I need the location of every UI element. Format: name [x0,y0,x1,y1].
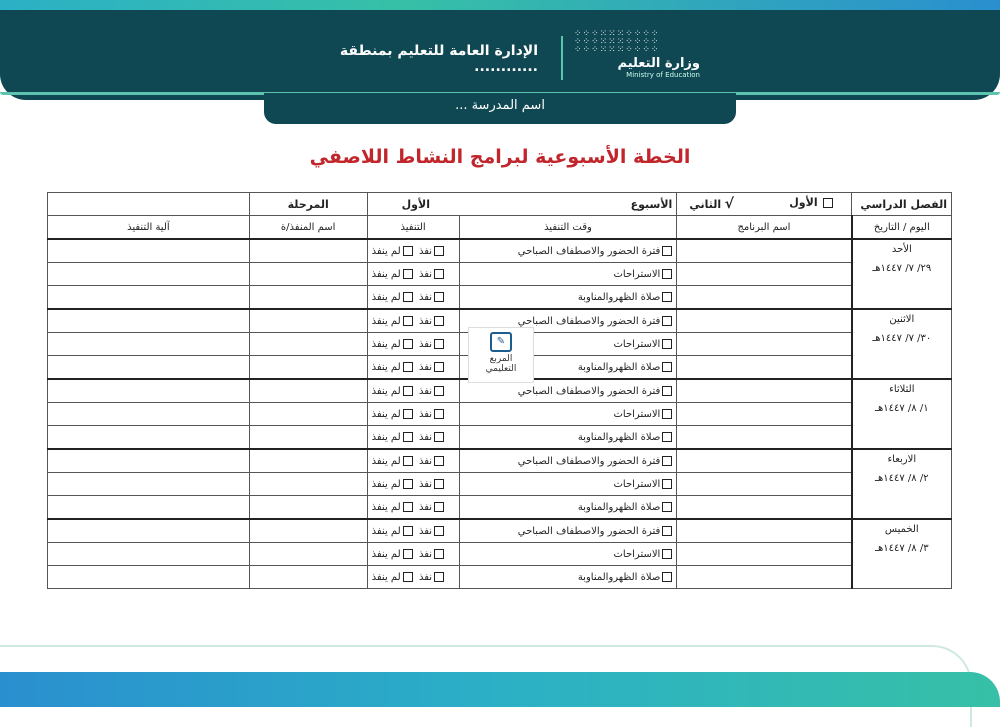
checkbox-icon[interactable] [434,432,444,442]
program-cell[interactable] [677,566,852,589]
checkbox-icon[interactable] [434,526,444,536]
executor-cell[interactable] [249,566,367,589]
day-name: الاربعاء [887,454,917,465]
table-row [48,449,952,473]
checkbox-icon[interactable] [434,409,444,419]
table-row [48,519,952,543]
logo-mark-icon: ⁘⁘⁘⁙⁙⁙⁘⁘⁘⁘ ⁘⁘⁘⁙⁙⁙⁘⁘⁘⁘ ⁘⁘⁘⁙⁙⁙⁘⁘⁘⁘ [574,29,660,55]
exec-not-done-option[interactable] [372,549,413,560]
day-cell [852,519,952,589]
exec-done-label: نفذ [418,455,433,467]
checkbox-icon[interactable] [403,526,413,536]
day-date: ١/ ٨/ ١٤٤٧هـ [875,403,929,414]
executor-cell[interactable] [249,239,367,263]
checkbox-icon[interactable] [403,316,413,326]
executor-cell[interactable] [249,426,367,450]
executor-cell[interactable] [249,496,367,520]
exec-done-label: نفذ [418,478,433,490]
executor-cell[interactable] [249,449,367,473]
day-name: الاثنين [889,314,915,325]
exec-cell [367,496,459,520]
exec-cell [367,519,459,543]
exec-not-done-label: لم ينفذ [371,571,401,583]
mechanism-cell[interactable] [48,379,250,403]
checkbox-icon[interactable] [434,362,444,372]
semester-first-option[interactable]: الأول [789,196,833,209]
executor-cell[interactable] [249,379,367,403]
checkbox-icon[interactable] [662,246,672,256]
exec-cell [367,403,459,426]
checkbox-icon[interactable] [662,502,672,512]
program-cell[interactable] [677,356,852,380]
exec-not-done-option[interactable] [372,502,413,513]
exec-not-done-label: لم ينفذ [371,431,401,443]
meta-row [48,193,952,216]
plan-body [48,239,952,589]
exec-cell [367,333,459,356]
header-banner [0,0,1000,113]
exec-done-option[interactable] [419,362,444,373]
edit-square-icon: ✎ [490,332,512,352]
program-cell[interactable] [677,263,852,286]
exec-cell [367,263,459,286]
checkbox-icon[interactable] [662,456,672,466]
exec-not-done-label: لم ينفذ [371,291,401,303]
period-cell [459,543,677,566]
mechanism-cell[interactable] [48,356,250,380]
exec-done-label: نفذ [418,291,433,303]
period-label: فترة الحضور والاصطفاف الصباحي [517,525,661,537]
period-label: فترة الحضور والاصطفاف الصباحي [517,385,661,397]
day-name: الخميس [884,524,919,535]
col-program: اسم البرنامج [677,216,852,240]
checkbox-icon[interactable] [434,502,444,512]
exec-not-done-label: لم ينفذ [371,525,401,537]
checkbox-icon[interactable] [662,386,672,396]
table-row [48,403,952,426]
table-row [48,566,952,589]
mechanism-cell[interactable] [48,263,250,286]
executor-cell[interactable] [249,309,367,333]
checkbox-icon[interactable] [403,292,413,302]
day-cell [852,309,952,379]
exec-not-done-option[interactable] [372,456,413,467]
semester-options [677,193,852,216]
program-cell[interactable] [677,519,852,543]
exec-not-done-label: لم ينفذ [371,315,401,327]
exec-not-done-option[interactable] [372,362,413,373]
checkbox-icon[interactable] [662,479,672,489]
exec-not-done-option[interactable] [372,339,413,350]
exec-not-done-option[interactable] [372,409,413,420]
semester-second-option[interactable]: √ الثاني [689,196,734,212]
stage-value[interactable] [48,193,250,216]
period-label: الاستراحات [613,478,661,490]
exec-cell [367,566,459,589]
checkbox-icon[interactable] [662,339,672,349]
exec-done-option[interactable] [419,502,444,513]
col-time: وقت التنفيذ [459,216,677,240]
exec-done-option[interactable] [419,386,444,397]
semester-label: الفصل الدراسي [852,193,952,216]
checkbox-icon[interactable] [403,456,413,466]
program-cell[interactable] [677,286,852,310]
period-label: صلاة الظهروالمناوبة [577,571,661,583]
day-date: ٣٠/ ٧/ ١٤٤٧هـ [872,333,932,344]
exec-done-label: نفذ [418,501,433,513]
period-label: صلاة الظهروالمناوبة [577,431,661,443]
exec-cell [367,286,459,310]
mechanism-cell[interactable] [48,449,250,473]
col-executor: اسم المنفذ/ة [249,216,367,240]
exec-cell [367,543,459,566]
exec-not-done-label: لم ينفذ [371,548,401,560]
exec-done-option[interactable] [419,292,444,303]
checkbox-icon[interactable] [403,339,413,349]
exec-not-done-option[interactable] [372,479,413,490]
checkbox-icon[interactable] [434,269,444,279]
col-exec: التنفيذ [367,216,459,240]
period-cell [459,426,677,450]
exec-not-done-option[interactable] [372,316,413,327]
checkbox-icon[interactable] [662,362,672,372]
table-row [48,239,952,263]
exec-not-done-option[interactable] [372,526,413,537]
exec-done-label: نفذ [418,525,433,537]
program-cell[interactable] [677,403,852,426]
exec-done-option[interactable] [419,246,444,257]
program-cell[interactable] [677,239,852,263]
table-row [48,543,952,566]
checkbox-icon[interactable] [434,549,444,559]
exec-not-done-label: لم ينفذ [371,245,401,257]
exec-cell [367,449,459,473]
period-cell [459,403,677,426]
checkbox-icon[interactable] [403,386,413,396]
exec-not-done-label: لم ينفذ [371,455,401,467]
col-day-date: اليوم / التاريخ [852,216,952,240]
col-mechanism: آلية التنفيذ [48,216,250,240]
exec-done-label: نفذ [418,408,433,420]
mechanism-cell[interactable] [48,333,250,356]
period-label: فترة الحضور والاصطفاف الصباحي [517,315,661,327]
exec-done-label: نفذ [418,571,433,583]
checkbox-icon[interactable] [403,362,413,372]
exec-not-done-label: لم ينفذ [371,361,401,373]
checkbox-icon[interactable] [403,479,413,489]
exec-cell [367,379,459,403]
exec-not-done-option[interactable] [372,246,413,257]
period-cell [459,449,677,473]
mechanism-cell[interactable] [48,286,250,310]
exec-not-done-option[interactable] [372,432,413,443]
checkbox-icon[interactable] [403,432,413,442]
day-cell [852,449,952,519]
checkbox-icon[interactable] [403,549,413,559]
checkbox-icon[interactable] [434,456,444,466]
period-cell [459,239,677,263]
page-title: الخطة الأسبوعية لبرامج النشاط اللاصفي [309,146,691,168]
program-cell[interactable] [677,543,852,566]
table-row [48,263,952,286]
table-row [48,473,952,496]
day-cell [852,379,952,449]
mechanism-cell[interactable] [48,519,250,543]
exec-not-done-option[interactable] [372,269,413,280]
mechanism-cell[interactable] [48,543,250,566]
watermark-line2: التعليمي [485,364,517,374]
exec-done-label: نفذ [418,431,433,443]
mechanism-cell[interactable] [48,566,250,589]
executor-cell[interactable] [249,263,367,286]
executor-cell[interactable] [249,286,367,310]
exec-done-option[interactable] [419,432,444,443]
watermark-logo [468,327,534,383]
period-cell [459,286,677,310]
week-cell: الأسبوع الأول [367,193,677,216]
exec-done-option[interactable] [419,479,444,490]
exec-done-option[interactable] [419,549,444,560]
exec-not-done-option[interactable] [372,292,413,303]
day-date: ٢/ ٨/ ١٤٤٧هـ [875,473,929,484]
exec-done-label: نفذ [418,338,433,350]
exec-not-done-option[interactable] [372,572,413,583]
logo-separator [561,36,563,80]
exec-cell [367,473,459,496]
mechanism-cell[interactable] [48,496,250,520]
checkbox-icon[interactable] [434,479,444,489]
period-label: الاستراحات [613,338,661,350]
exec-done-label: نفذ [418,361,433,373]
period-cell [459,519,677,543]
executor-cell[interactable] [249,333,367,356]
period-label: فترة الحضور والاصطفاف الصباحي [517,455,661,467]
checkbox-icon[interactable] [823,198,833,208]
mechanism-cell[interactable] [48,426,250,450]
checkbox-icon[interactable] [434,386,444,396]
logo-arabic-text: وزارة التعليم [617,56,700,71]
exec-done-label: نفذ [418,268,433,280]
checkbox-icon[interactable] [662,549,672,559]
stage-label: المرحلة [249,193,367,216]
program-cell[interactable] [677,426,852,450]
exec-done-option[interactable] [419,316,444,327]
period-cell [459,566,677,589]
ministry-logo [574,30,704,84]
checkbox-icon[interactable] [662,269,672,279]
check-mark-icon: √ [724,196,734,212]
program-cell[interactable] [677,473,852,496]
table-row [48,286,952,310]
exec-done-option[interactable] [419,269,444,280]
exec-not-done-option[interactable] [372,386,413,397]
executor-cell[interactable] [249,403,367,426]
checkbox-icon[interactable] [403,246,413,256]
checkbox-icon[interactable] [662,526,672,536]
mechanism-cell[interactable] [48,309,250,333]
checkbox-icon[interactable] [434,316,444,326]
header-top-stripe [0,0,1000,10]
checkbox-icon[interactable] [662,572,672,582]
mechanism-cell[interactable] [48,239,250,263]
program-cell[interactable] [677,379,852,403]
exec-cell [367,309,459,333]
exec-not-done-label: لم ينفذ [371,478,401,490]
exec-done-option[interactable] [419,526,444,537]
checkbox-icon[interactable] [662,292,672,302]
mechanism-cell[interactable] [48,403,250,426]
day-date: ٣/ ٨/ ١٤٤٧هـ [875,543,929,554]
checkbox-icon[interactable] [403,409,413,419]
exec-done-label: نفذ [418,245,433,257]
logo-english-text: Ministry of Education [626,71,700,79]
day-name: الأحد [891,244,912,255]
checkbox-icon[interactable] [434,292,444,302]
checkbox-icon[interactable] [403,269,413,279]
executor-cell[interactable] [249,473,367,496]
checkbox-icon[interactable] [662,316,672,326]
exec-not-done-label: لم ينفذ [371,501,401,513]
table-row [48,496,952,520]
exec-cell [367,426,459,450]
program-cell[interactable] [677,309,852,333]
executor-cell[interactable] [249,356,367,380]
table-row [48,426,952,450]
column-header-row [48,216,952,240]
exec-not-done-label: لم ينفذ [371,385,401,397]
exec-not-done-label: لم ينفذ [371,338,401,350]
exec-done-option[interactable] [419,572,444,583]
period-label: الاستراحات [613,408,661,420]
program-cell[interactable] [677,496,852,520]
exec-done-option[interactable] [419,339,444,350]
executor-cell[interactable] [249,519,367,543]
period-label: صلاة الظهروالمناوبة [577,501,661,513]
checkbox-icon[interactable] [662,432,672,442]
school-name-tab: اسم المدرسة ... [264,93,736,124]
watermark-line1: المربع [489,354,513,364]
exec-not-done-label: لم ينفذ [371,268,401,280]
exec-cell [367,239,459,263]
checkbox-icon[interactable] [434,246,444,256]
exec-cell [367,356,459,380]
mechanism-cell[interactable] [48,473,250,496]
period-label: صلاة الظهروالمناوبة [577,361,661,373]
exec-done-option[interactable] [419,409,444,420]
checkbox-icon[interactable] [662,409,672,419]
period-cell [459,473,677,496]
program-cell[interactable] [677,333,852,356]
program-cell[interactable] [677,449,852,473]
period-cell [459,496,677,520]
footer-bar [0,672,1000,707]
day-cell [852,239,952,309]
checkbox-icon[interactable] [403,572,413,582]
admin-text: الإدارة العامة للتعليم بمنطقة ............ [339,43,538,75]
exec-done-label: نفذ [418,315,433,327]
executor-cell[interactable] [249,543,367,566]
period-label: فترة الحضور والاصطفاف الصباحي [517,245,661,257]
period-label: الاستراحات [613,548,661,560]
period-label: صلاة الظهروالمناوبة [577,291,661,303]
exec-done-option[interactable] [419,456,444,467]
weekly-plan-table [47,192,952,589]
day-name: الثلاثاء [889,384,915,395]
exec-done-label: نفذ [418,385,433,397]
exec-not-done-label: لم ينفذ [371,408,401,420]
day-date: ٢٩/ ٧/ ١٤٤٧هـ [872,263,932,274]
checkbox-icon[interactable] [403,502,413,512]
period-label: الاستراحات [613,268,661,280]
exec-done-label: نفذ [418,548,433,560]
period-cell [459,263,677,286]
checkbox-icon[interactable] [434,572,444,582]
checkbox-icon[interactable] [434,339,444,349]
